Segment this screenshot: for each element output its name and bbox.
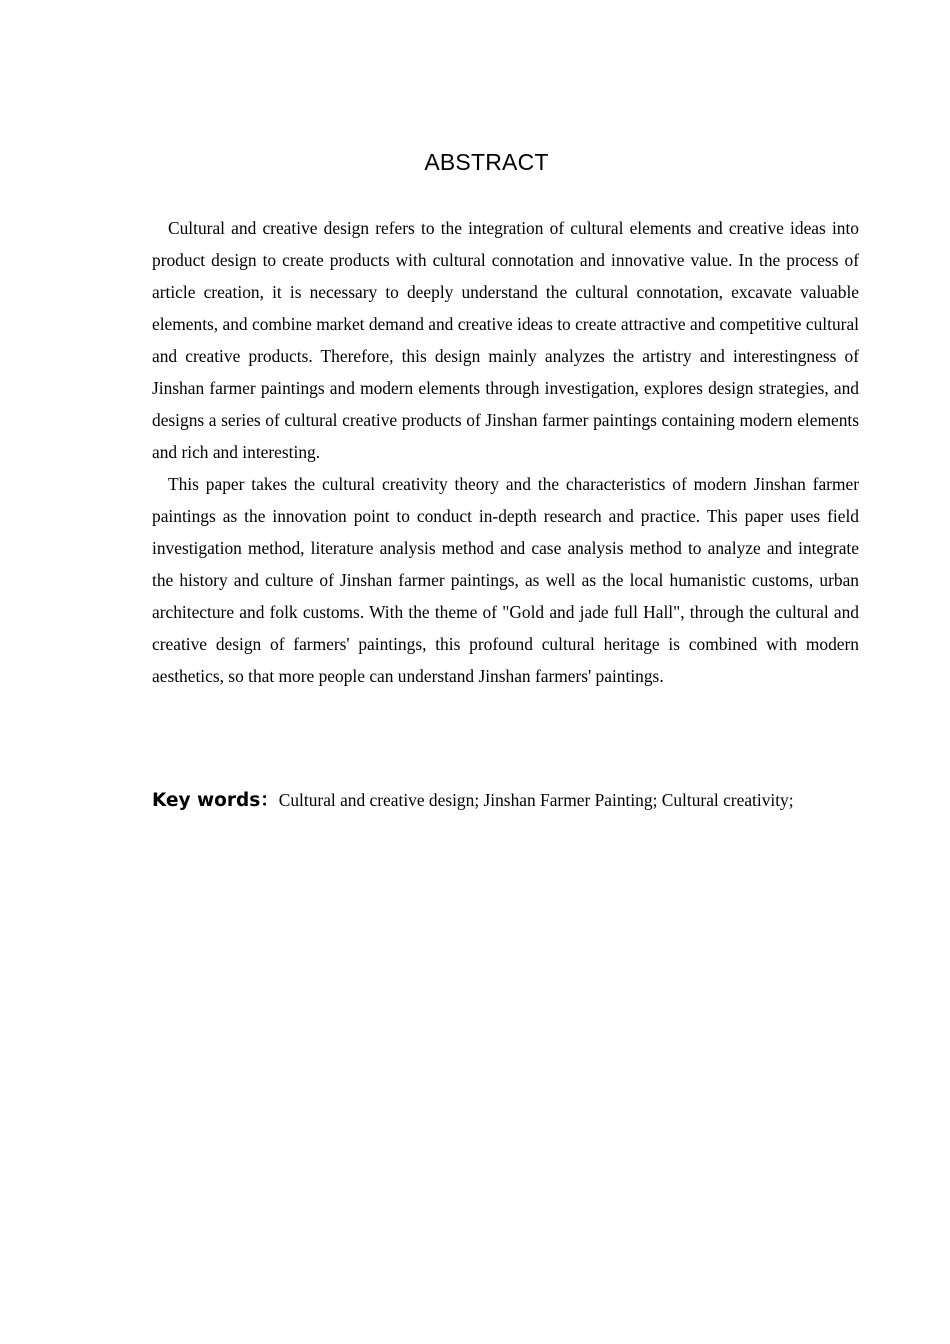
keywords-line <box>152 784 872 817</box>
abstract-body <box>152 212 859 692</box>
abstract-paragraph-1: Cultural and creative design refers to the integration of cultural elements and creative ideas into product design to create products with cultural connotation and innovative value. In the process of article creation, it is necessary to deeply understand the cultural connotation, excavate valuable elements, and combine market demand and creative ideas to create attractive and competitive cultural and creative products. Therefore, this design mainly analyzes the artistry and interestingness of Jinshan farmer paintings and modern elements through investigation, explores design strategies, and designs a series of cultural creative products of Jinshan farmer paintings containing modern elements and rich and interesting. <box>152 218 859 462</box>
abstract-paragraph-2: This paper takes the cultural creativity theory and the characteristics of modern Jinshan farmer paintings as the innovation point to conduct in-depth research and practice. This paper uses field investigation method, literature analysis method and case analysis method to analyze and integrate the history and culture of Jinshan farmer paintings, as well as the local humanistic customs, urban architecture and folk customs. With the theme of "Gold and jade full Hall", through the cultural and creative design of farmers' paintings, this profound cultural heritage is combined with modern aesthetics, so that more people can understand Jinshan farmers' paintings. <box>152 474 859 686</box>
keywords-label: Key words： <box>152 790 279 811</box>
keywords-text: Cultural and creative design; Jinshan Farmer Painting; Cultural creativity; <box>278 790 794 810</box>
abstract-title: ABSTRACT <box>424 149 549 175</box>
